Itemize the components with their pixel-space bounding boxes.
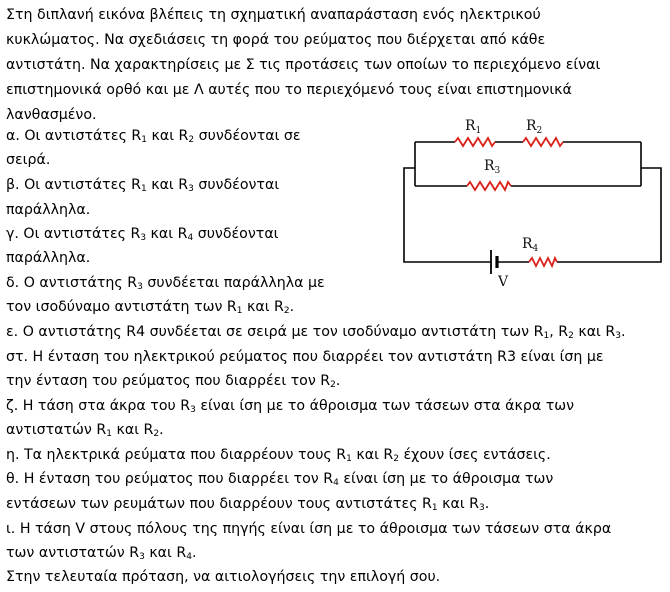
- label-r3: $R_3$: [484, 158, 501, 176]
- statement-th-cont: εντάσεων των ρευμάτων που διαρρέουν τους αντιστάτες $R_1$ και $R_3$.: [6, 496, 490, 513]
- intro-line: κυκλώματος. Να σχεδιάσεις τη φορά του ρεύματος που διέρχεται από κάθε: [6, 32, 546, 48]
- statement-d-cont: τον ισοδύναμο αντιστάτη των $R_1$ και $R_2$.: [6, 299, 295, 316]
- intro-line: αντιστάτη. Να χαρακτηρίσεις με Σ τις προτάσεις των οποίων το περιεχόμενο είναι: [6, 57, 601, 73]
- label-r2: $R_2$: [526, 118, 543, 136]
- battery-symbol: [491, 250, 497, 274]
- intro-line: επιστημονικά ορθό και με Λ αυτές που το περιεχόμενό τους είναι επιστημονικά: [6, 82, 572, 98]
- statement-h: η. Τα ηλεκτρικά ρεύματα που διαρρέουν τους $R_1$ και $R_2$ έχουν ίσες εντάσεις.: [6, 447, 551, 464]
- statement-c-cont: παράλληλα.: [6, 250, 91, 266]
- statement-a: α. Οι αντιστάτες $R_1$ και $R_2$ συνδέονται σε: [6, 128, 301, 145]
- resistor-r2: [523, 138, 563, 146]
- statement-e: ε. Ο αντιστάτης R4 συνδέεται σε σειρά με τον ισοδύναμο αντιστάτη των $R_1$, $R_2$ και $R_3$.: [6, 324, 626, 341]
- statement-c: γ. Οι αντιστάτες $R_3$ και $R_4$ συνδέονται: [6, 226, 279, 243]
- statement-i-cont: των αντιστατών $R_3$ και $R_4$.: [6, 545, 197, 562]
- label-r1: $R_1$: [465, 118, 482, 136]
- statement-st-cont: την ένταση του ρεύματος που διαρρέει τον $R_2$.: [6, 373, 341, 390]
- label-v: V: [498, 274, 509, 290]
- statement-th: θ. Η ένταση του ρεύματος που διαρρέει τον $R_4$ είναι ίση με το άθροισμα των: [6, 471, 554, 488]
- statement-a-cont: σειρά.: [6, 152, 51, 168]
- closing-line: Στην τελευταία πρόταση, να αιτιολογήσεις την επιλογή σου.: [6, 569, 441, 585]
- statement-st: στ. Η ένταση του ηλεκτρικού ρεύματος που διαρρέει τον αντιστάτη R3 είναι ίση με: [6, 349, 604, 365]
- label-r4: $R_4$: [522, 236, 539, 254]
- statement-z: ζ. Η τάση στα άκρα του $R_3$ είναι ίση με το άθροισμα των τάσεων στα άκρα των: [6, 398, 575, 415]
- statement-b: β. Οι αντιστάτες $R_1$ και $R_3$ συνδέονται: [6, 177, 280, 194]
- statement-b-cont: παράλληλα.: [6, 202, 91, 218]
- intro-line: Στη διπλανή εικόνα βλέπεις τη σχηματική αναπαράσταση ενός ηλεκτρικού: [6, 7, 541, 23]
- resistor-r3: [467, 182, 511, 190]
- statement-z-cont: αντιστατών $R_1$ και $R_2$.: [6, 422, 164, 439]
- circuit-diagram: [395, 108, 665, 300]
- statement-i: ι. Η τάση V στους πόλους της πηγής είναι ίση με το άθροισμα των τάσεων στα άκρα: [6, 521, 612, 537]
- statement-d: δ. Ο αντιστάτης $R_3$ συνδέεται παράλληλα με: [6, 275, 325, 292]
- resistor-r4: [529, 258, 557, 266]
- intro-line: λανθασμένο.: [6, 107, 97, 123]
- resistor-r1: [455, 138, 495, 146]
